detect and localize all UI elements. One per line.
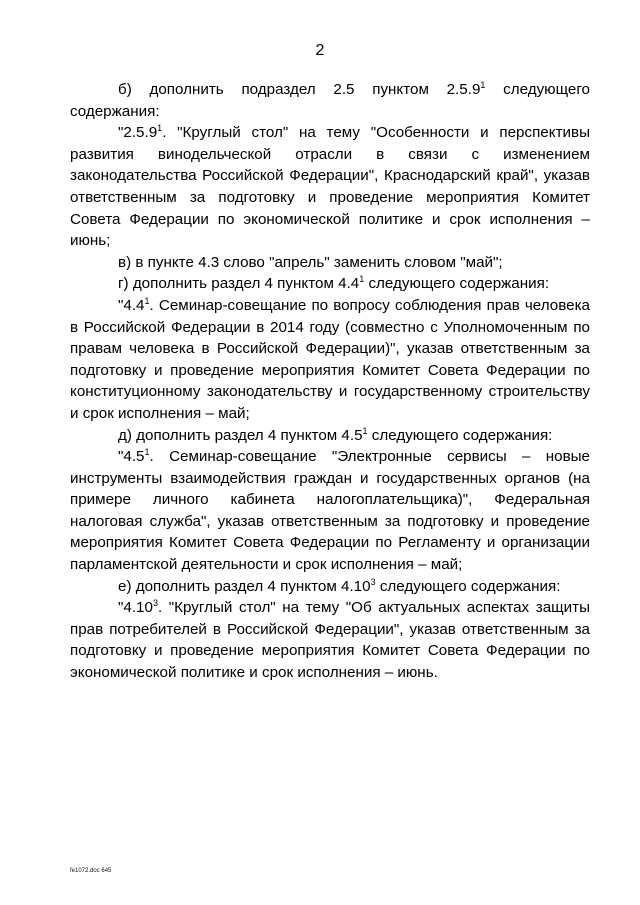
paragraph-4-4: "$4.4^1$. Семинар-совещание по вопросу соблюдения прав человека в Российской Федерации в 2014 году (совместно с Уполномоченным по правам человека в Российской Федерации)", указав ответственным за подготовку и проведение мероприятия Комитет Совета Федерации по конституционному законодательству и государственному строительству и срок исполнения – май; bbox=[70, 295, 590, 422]
paragraph-g: г) дополнить раздел 4 пунктом $4.4^1$ следующего содержания: bbox=[118, 274, 550, 293]
file-footer: fe1072.doc 645 bbox=[70, 868, 112, 874]
paragraph-4-5: "$4.5^1$. Семинар-совещание "Электронные сервисы – новые инструменты взаимодействия граждан и государственных органов (на примере личного кабинета налогоплательщика)", Федеральная налоговая служба", указав ответственным за подготовку и проведение мероприятия Комитет Совета Федерации по Регламенту и организации парламентской деятельности и срок исполнения – май; bbox=[70, 447, 590, 574]
paragraph-d: д) дополнить раздел 4 пунктом $4.5^1$ следующего содержания: bbox=[118, 425, 553, 444]
paragraph-e: е) дополнить раздел 4 пунктом 4.10$^3$ следующего содержания: bbox=[118, 576, 561, 595]
paragraph-b: б) дополнить подраздел 2.5 пунктом 2.5.9$^1$ следующего содержания: bbox=[70, 80, 590, 120]
paragraph-4-10: "4.10$^3$. "Круглый стол" на тему "Об актуальных аспектах защиты прав потребителей в Российской Федерации", указав ответственным за подготовку и проведение мероприятия Комитет Совета Федерации по экономической политике и срок исполнения – июнь. bbox=[70, 598, 590, 682]
page-number: 2 bbox=[315, 42, 325, 59]
paragraph-v: в) в пункте 4.3 слово "апрель" заменить словом "май"; bbox=[118, 253, 503, 271]
paragraph-2-5-9: "2.5.9$^1$. "Круглый стол" на тему "Особенности и перспективы развития винодельческой отрасли в связи с изменением законодательства Российской Федерации", Краснодарский край", указав ответственным за подготовку и проведение мероприятия Комитет Совета Федерации по экономической политике и срок исполнения – июнь; bbox=[70, 123, 590, 250]
document-body bbox=[70, 79, 590, 684]
